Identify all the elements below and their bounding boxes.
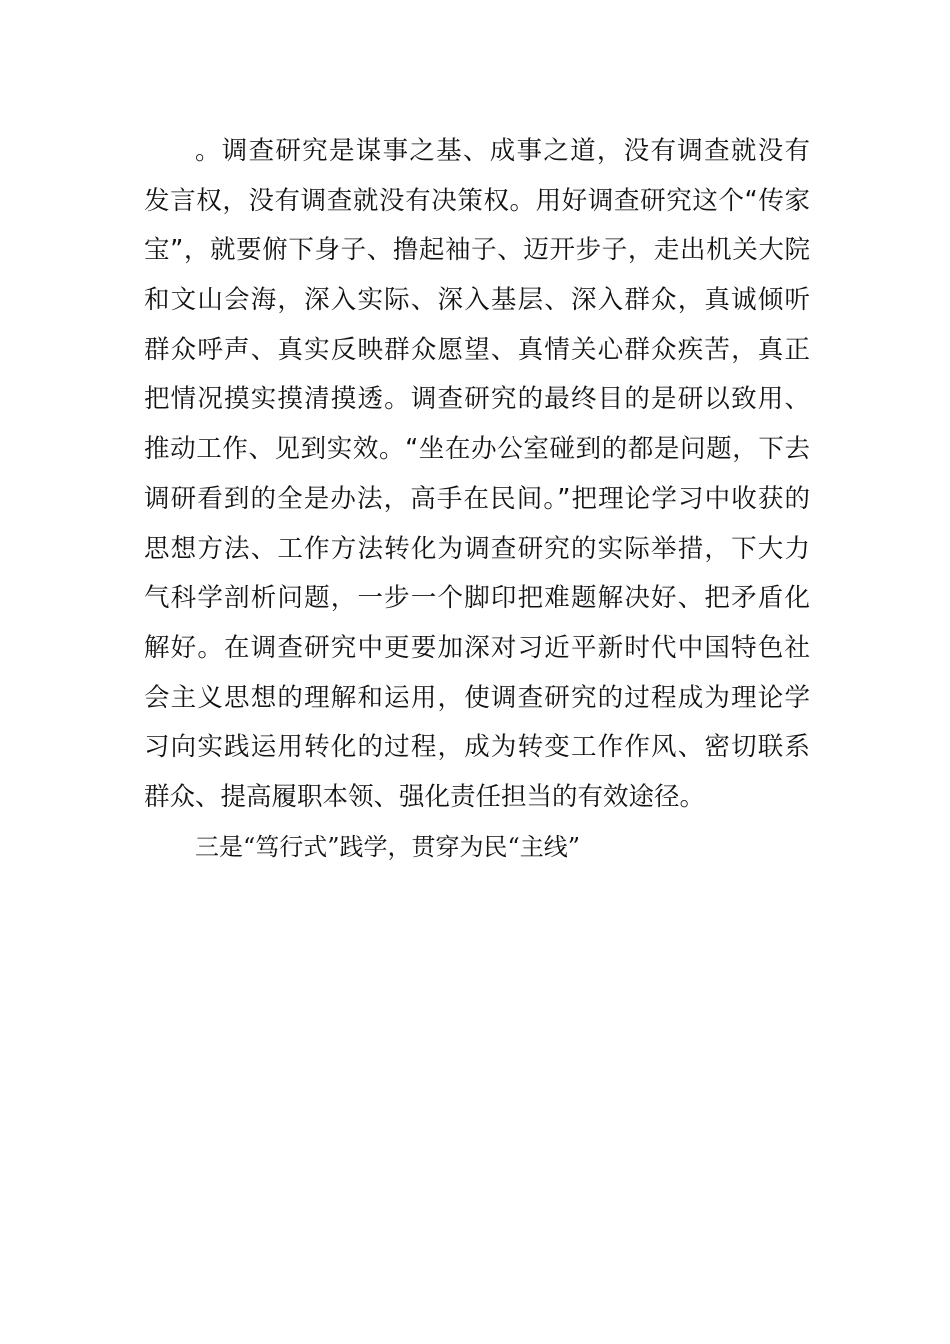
paragraph-line: 和文山会海，深入实际、深入基层、深入群众，真诚倾听: [144, 285, 810, 316]
paragraph-line: 会主义思想的理解和运用，使调查研究的过程成为理论学: [144, 682, 810, 713]
paragraph-line: 思想方法、工作方法转化为调查研究的实际举措，下大力: [144, 533, 810, 564]
paragraph-line: 。调查研究是谋事之基、成事之道，没有调查就没有: [195, 136, 810, 166]
paragraph-line: 习向实践运用转化的过程，成为转变工作作风、密切联系: [144, 732, 810, 763]
paragraph-line: 把情况摸实摸清摸透。调查研究的最终目的是研以致用、: [144, 384, 810, 415]
paragraph-line: 宝”，就要俯下身子、撸起袖子、迈开步子，走出机关大院: [144, 235, 810, 266]
section-heading: 三是“笃行式”践学，贯穿为民“主线”: [195, 832, 581, 861]
paragraph-line: 调研看到的全是办法，高手在民间。”把理论学习中收获的: [144, 483, 810, 514]
paragraph-line: 群众、提高履职本领、强化责任担当的有效途径。: [144, 781, 706, 812]
paragraph-line: 解好。在调查研究中更要加深对习近平新时代中国特色社: [144, 632, 810, 663]
paragraph-line: 群众呼声、真实反映群众愿望、真情关心群众疾苦，真正: [144, 334, 810, 365]
paragraph-line: 推动工作、见到实效。“坐在办公室碰到的都是问题，下去: [144, 434, 810, 465]
paragraph-line: 发言权，没有调查就没有决策权。用好调查研究这个“传家: [144, 185, 810, 216]
paragraph-line: 气科学剖析问题，一步一个脚印把难题解决好、把矛盾化: [144, 583, 810, 614]
body-paragraph: [144, 127, 810, 872]
